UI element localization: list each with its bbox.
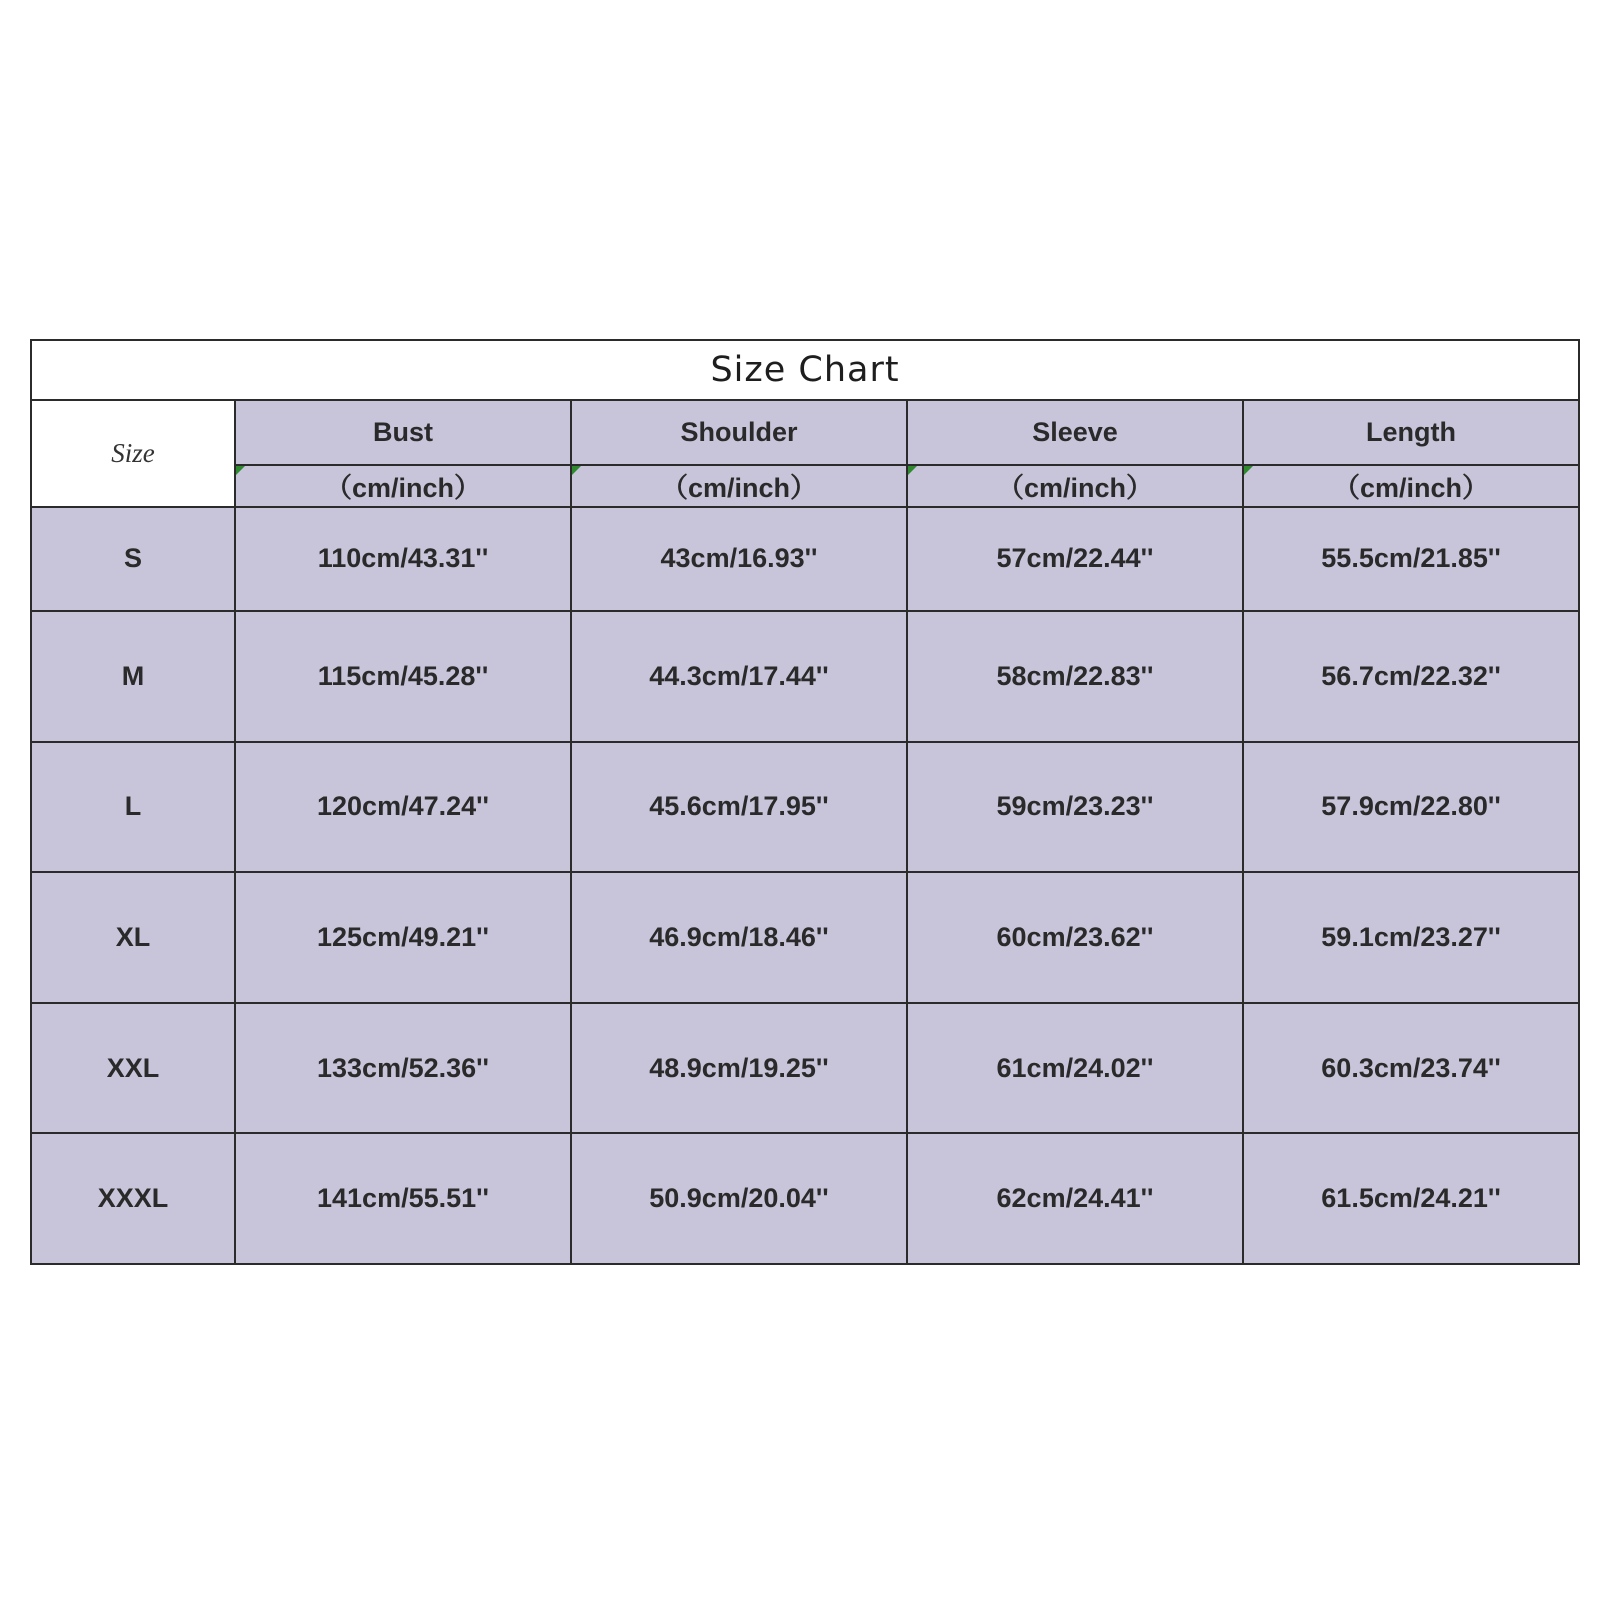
shoulder-value: 46.9cm/18.46'': [571, 872, 907, 1003]
sleeve-value: 60cm/23.62'': [907, 872, 1243, 1003]
unit-header-bust: [235, 465, 571, 507]
column-header-sleeve: Sleeve: [907, 400, 1243, 464]
table-row: [31, 872, 1579, 1003]
unit-header-sleeve: [907, 465, 1243, 507]
length-value: 59.1cm/23.27'': [1243, 872, 1579, 1003]
corner-marker: [1244, 466, 1253, 475]
size-label: XXXL: [31, 1133, 235, 1264]
bust-value: 115cm/45.28'': [235, 611, 571, 742]
column-header-bust: Bust: [235, 400, 571, 464]
column-header-length: Length: [1243, 400, 1579, 464]
sleeve-value: 58cm/22.83'': [907, 611, 1243, 742]
shoulder-value: 50.9cm/20.04'': [571, 1133, 907, 1264]
sleeve-value: 59cm/23.23'': [907, 742, 1243, 873]
size-label: M: [31, 611, 235, 742]
table-row: [31, 507, 1579, 611]
bust-value: 120cm/47.24'': [235, 742, 571, 873]
size-label: XXL: [31, 1003, 235, 1134]
shoulder-value: 45.6cm/17.95'': [571, 742, 907, 873]
length-value: 60.3cm/23.74'': [1243, 1003, 1579, 1134]
table-row: [31, 742, 1579, 873]
shoulder-value: 44.3cm/17.44'': [571, 611, 907, 742]
corner-marker: [572, 466, 581, 475]
size-label: L: [31, 742, 235, 873]
sleeve-value: 57cm/22.44'': [907, 507, 1243, 611]
sleeve-value: 61cm/24.02'': [907, 1003, 1243, 1134]
size-label: XL: [31, 872, 235, 1003]
unit-header-shoulder: [571, 465, 907, 507]
column-header-shoulder: Shoulder: [571, 400, 907, 464]
corner-marker: [236, 466, 245, 475]
column-header-row: [31, 400, 1579, 464]
bust-value: 133cm/52.36'': [235, 1003, 571, 1134]
corner-marker: [908, 466, 917, 475]
unit-header-length: [1243, 465, 1579, 507]
size-chart-table: [30, 339, 1580, 1265]
unit-label: （cm/inch）: [996, 473, 1154, 504]
size-column-header: Size: [31, 400, 235, 506]
shoulder-value: 48.9cm/19.25'': [571, 1003, 907, 1134]
size-label: S: [31, 507, 235, 611]
length-value: 56.7cm/22.32'': [1243, 611, 1579, 742]
sleeve-value: 62cm/24.41'': [907, 1133, 1243, 1264]
length-value: 55.5cm/21.85'': [1243, 507, 1579, 611]
unit-header-row: [31, 465, 1579, 507]
title-row: [31, 340, 1579, 400]
unit-label: （cm/inch）: [1333, 473, 1490, 504]
length-value: 57.9cm/22.80'': [1243, 742, 1579, 873]
length-value: 61.5cm/24.21'': [1243, 1133, 1579, 1264]
unit-label: （cm/inch）: [324, 473, 482, 504]
shoulder-value: 43cm/16.93'': [571, 507, 907, 611]
bust-value: 125cm/49.21'': [235, 872, 571, 1003]
chart-title: Size Chart: [31, 340, 1579, 400]
unit-label: （cm/inch）: [660, 473, 818, 504]
table-row: [31, 1003, 1579, 1134]
table-row: [31, 1133, 1579, 1264]
bust-value: 141cm/55.51'': [235, 1133, 571, 1264]
table-row: [31, 611, 1579, 742]
bust-value: 110cm/43.31'': [235, 507, 571, 611]
